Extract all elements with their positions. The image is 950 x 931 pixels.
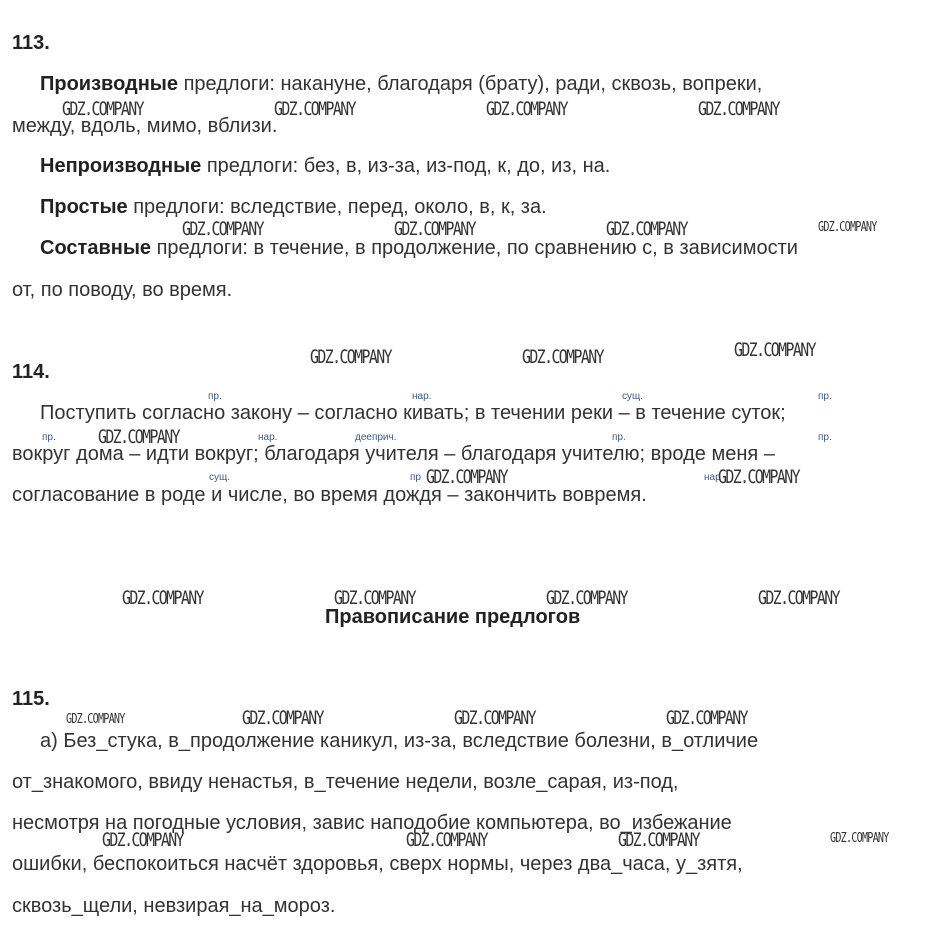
watermark: GDZ.COMPANY (454, 707, 535, 729)
watermark: GDZ.COMPANY (758, 587, 839, 609)
watermark: GDZ.COMPANY (618, 829, 699, 851)
exercise-115-line-2: от_знакомого, ввиду ненастья, в_течение недели, возле_сарая, из-под, (12, 771, 679, 793)
exercise-115-line-3: несмотря на погодные условия, завис наподобие компьютера, во_избежание (12, 812, 732, 834)
exercise-113-line-4-text: предлоги: вследствие, перед, около, в, к, за. (127, 196, 547, 218)
annotation-mark: сущ. (622, 391, 644, 402)
annotation-mark: нар. (258, 432, 278, 443)
annotation-mark: дееприч. (355, 432, 397, 443)
annotation-mark: нар (704, 472, 721, 483)
watermark: GDZ.COMPANY (522, 346, 603, 368)
exercise-114-line-1: Поступить согласно закону – согласно кивать; в течении реки – в течение суток; (40, 402, 786, 424)
watermark: GDZ.COMPANY (182, 218, 263, 240)
watermark: GDZ.COMPANY (698, 98, 779, 120)
watermark: GDZ.COMPANY (122, 587, 203, 609)
watermark: GDZ.COMPANY (718, 466, 799, 488)
term-compound: Составные (40, 237, 152, 259)
exercise-113-line-6: от, по поводу, во время. (12, 279, 233, 301)
watermark: GDZ.COMPANY (406, 829, 487, 851)
annotation-mark: нар. (412, 391, 432, 402)
watermark: GDZ.COMPANY (66, 712, 125, 727)
exercise-114-line-2: вокруг дома – идти вокруг; благодаря учителя – благодаря учителю; вроде меня – (12, 443, 775, 465)
annotation-mark: пр. (818, 432, 832, 443)
annotation-mark: пр. (818, 391, 832, 402)
exercise-115-line-4: ошибки, беспокоиться насчёт здоровья, сверх нормы, через два_часа, у_зятя, (12, 853, 743, 875)
exercise-113-line-3 (40, 154, 610, 178)
annotation-mark: пр. (208, 391, 222, 402)
watermark: GDZ.COMPANY (334, 587, 415, 609)
watermark: GDZ.COMPANY (274, 98, 355, 120)
watermark: GDZ.COMPANY (310, 346, 391, 368)
term-derived: Производные (40, 73, 179, 95)
annotation-mark: сущ. (209, 472, 231, 483)
exercise-115-line-5: сквозь_щели, невзирая_на_мороз. (12, 895, 336, 917)
watermark: GDZ.COMPANY (102, 829, 183, 851)
watermark: GDZ.COMPANY (734, 339, 815, 361)
watermark: GDZ.COMPANY (546, 587, 627, 609)
watermark: GDZ.COMPANY (606, 218, 687, 240)
exercise-115-number: 115. (12, 688, 50, 710)
watermark: GDZ.COMPANY (830, 831, 889, 846)
watermark: GDZ.COMPANY (394, 218, 475, 240)
annotation-mark: пр (410, 472, 421, 483)
section-title: Правописание предлогов (325, 606, 581, 628)
annotation-mark: пр. (612, 432, 626, 443)
exercise-113-line-4 (40, 195, 547, 219)
watermark: GDZ.COMPANY (818, 220, 877, 235)
exercise-115-line-1: а) Без_стука, в_продолжение каникул, из-за, вследствие болезни, в_отличие (40, 730, 759, 752)
term-nonderived: Непроизводные (40, 155, 202, 177)
exercise-113-number: 113. (12, 32, 50, 54)
exercise-114-number: 114. (12, 361, 50, 383)
exercise-113-line-1 (40, 72, 762, 96)
exercise-114-line-3: согласование в роде и числе, во время дождя – закончить вовремя. (12, 484, 647, 506)
watermark: GDZ.COMPANY (666, 707, 747, 729)
watermark: GDZ.COMPANY (98, 426, 179, 448)
exercise-113-line-5-text: предлоги: в течение, в продолжение, по сравнению с, в зависимости (151, 237, 798, 259)
exercise-113-line-2: между, вдоль, мимо, вблизи. (12, 115, 278, 137)
watermark: GDZ.COMPANY (242, 707, 323, 729)
exercise-113-line-3-text: предлоги: без, в, из-за, из-под, к, до, из, на. (201, 155, 611, 177)
watermark: GDZ.COMPANY (486, 98, 567, 120)
annotation-mark: пр. (42, 432, 56, 443)
watermark: GDZ.COMPANY (426, 466, 507, 488)
watermark: GDZ.COMPANY (62, 98, 143, 120)
term-simple: Простые (40, 196, 128, 218)
exercise-113-line-1-text: предлоги: накануне, благодаря (брату), ради, сквозь, вопреки, (178, 73, 763, 95)
